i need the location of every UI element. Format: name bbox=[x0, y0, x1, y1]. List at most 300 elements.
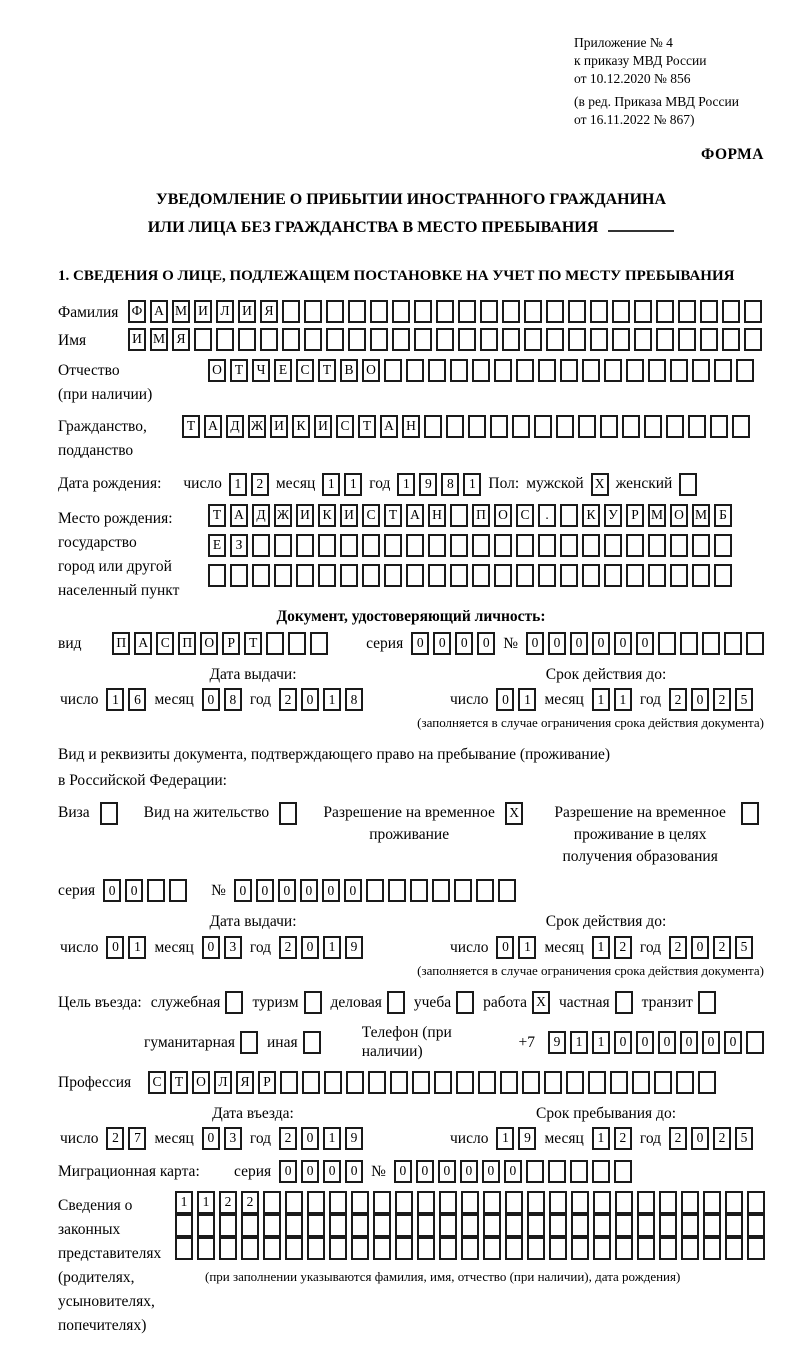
form-cell[interactable]: Т bbox=[318, 359, 336, 382]
form-cell[interactable]: Я bbox=[236, 1071, 254, 1094]
form-cell[interactable]: 2 bbox=[614, 1127, 632, 1150]
form-cell[interactable] bbox=[548, 1160, 566, 1183]
form-cell[interactable] bbox=[175, 1214, 193, 1237]
form-cell[interactable] bbox=[604, 359, 622, 382]
form-cell[interactable] bbox=[670, 359, 688, 382]
form-cell[interactable] bbox=[571, 1214, 589, 1237]
form-cell[interactable] bbox=[208, 564, 226, 587]
form-cell[interactable] bbox=[392, 328, 410, 351]
form-cell[interactable]: 8 bbox=[224, 688, 242, 711]
form-cell[interactable]: 0 bbox=[202, 688, 220, 711]
form-cell[interactable]: 2 bbox=[279, 936, 297, 959]
form-cell[interactable]: О bbox=[192, 1071, 210, 1094]
form-cell[interactable] bbox=[194, 328, 212, 351]
form-cell[interactable] bbox=[147, 879, 165, 902]
form-cell[interactable] bbox=[656, 328, 674, 351]
form-cell[interactable]: 0 bbox=[526, 632, 544, 655]
form-cell[interactable] bbox=[351, 1214, 369, 1237]
form-cell[interactable]: М bbox=[150, 328, 168, 351]
form-cell[interactable]: 8 bbox=[345, 688, 363, 711]
form-cell[interactable]: К bbox=[582, 504, 600, 527]
form-cell[interactable]: 5 bbox=[735, 1127, 753, 1150]
form-cell[interactable] bbox=[502, 328, 520, 351]
form-cell[interactable]: О bbox=[670, 504, 688, 527]
form-cell[interactable]: 9 bbox=[345, 1127, 363, 1150]
form-cell[interactable] bbox=[744, 300, 762, 323]
form-cell[interactable]: 0 bbox=[680, 1031, 698, 1054]
form-cell[interactable] bbox=[480, 328, 498, 351]
form-cell[interactable]: Т bbox=[170, 1071, 188, 1094]
form-cell[interactable] bbox=[588, 1071, 606, 1094]
form-cell[interactable]: О bbox=[362, 359, 380, 382]
form-cell[interactable] bbox=[571, 1237, 589, 1260]
form-cell[interactable]: 0 bbox=[460, 1160, 478, 1183]
form-cell[interactable]: Т bbox=[208, 504, 226, 527]
form-cell[interactable] bbox=[648, 564, 666, 587]
form-cell[interactable] bbox=[505, 1191, 523, 1214]
form-cell[interactable]: И bbox=[270, 415, 288, 438]
form-cell[interactable] bbox=[615, 991, 633, 1014]
form-cell[interactable] bbox=[582, 564, 600, 587]
form-cell[interactable] bbox=[390, 1071, 408, 1094]
form-cell[interactable] bbox=[732, 415, 750, 438]
form-cell[interactable] bbox=[626, 564, 644, 587]
form-cell[interactable] bbox=[252, 534, 270, 557]
form-cell[interactable] bbox=[654, 1071, 672, 1094]
form-cell[interactable] bbox=[417, 1191, 435, 1214]
form-cell[interactable]: 0 bbox=[691, 936, 709, 959]
form-cell[interactable] bbox=[676, 1071, 694, 1094]
form-cell[interactable] bbox=[516, 564, 534, 587]
form-cell[interactable]: О bbox=[208, 359, 226, 382]
form-cell[interactable] bbox=[560, 504, 578, 527]
form-cell[interactable] bbox=[351, 1237, 369, 1260]
form-cell[interactable] bbox=[458, 300, 476, 323]
form-cell[interactable]: Д bbox=[226, 415, 244, 438]
form-cell[interactable]: М bbox=[172, 300, 190, 323]
form-cell[interactable] bbox=[370, 328, 388, 351]
form-cell[interactable] bbox=[346, 1071, 364, 1094]
form-cell[interactable]: 1 bbox=[570, 1031, 588, 1054]
form-cell[interactable] bbox=[461, 1214, 479, 1237]
form-cell[interactable] bbox=[439, 1237, 457, 1260]
form-cell[interactable] bbox=[263, 1237, 281, 1260]
form-cell[interactable] bbox=[373, 1237, 391, 1260]
form-cell[interactable] bbox=[604, 534, 622, 557]
form-cell[interactable] bbox=[307, 1214, 325, 1237]
form-cell[interactable]: 0 bbox=[256, 879, 274, 902]
form-cell[interactable] bbox=[197, 1237, 215, 1260]
form-cell[interactable]: 1 bbox=[614, 688, 632, 711]
form-cell[interactable] bbox=[219, 1237, 237, 1260]
form-cell[interactable] bbox=[384, 534, 402, 557]
form-cell[interactable]: 1 bbox=[323, 936, 341, 959]
form-cell[interactable]: 0 bbox=[438, 1160, 456, 1183]
form-cell[interactable]: И bbox=[194, 300, 212, 323]
form-cell[interactable] bbox=[450, 359, 468, 382]
form-cell[interactable] bbox=[698, 1071, 716, 1094]
form-cell[interactable] bbox=[678, 300, 696, 323]
form-cell[interactable]: 1 bbox=[592, 1127, 610, 1150]
form-cell[interactable] bbox=[266, 632, 284, 655]
form-cell[interactable]: Л bbox=[216, 300, 234, 323]
form-cell[interactable] bbox=[590, 328, 608, 351]
form-cell[interactable]: 1 bbox=[397, 473, 415, 496]
form-cell[interactable]: . bbox=[538, 504, 556, 527]
form-cell[interactable]: К bbox=[292, 415, 310, 438]
form-cell[interactable] bbox=[468, 415, 486, 438]
form-cell[interactable] bbox=[615, 1191, 633, 1214]
form-cell[interactable] bbox=[556, 415, 574, 438]
form-cell[interactable] bbox=[724, 632, 742, 655]
form-cell[interactable] bbox=[560, 564, 578, 587]
form-cell[interactable] bbox=[216, 328, 234, 351]
form-cell[interactable]: С bbox=[516, 504, 534, 527]
form-cell[interactable] bbox=[461, 1237, 479, 1260]
form-cell[interactable] bbox=[670, 534, 688, 557]
form-cell[interactable] bbox=[637, 1191, 655, 1214]
form-cell[interactable]: 2 bbox=[219, 1191, 237, 1214]
form-cell[interactable] bbox=[387, 991, 405, 1014]
form-cell[interactable]: 0 bbox=[477, 632, 495, 655]
form-cell[interactable]: 0 bbox=[301, 1160, 319, 1183]
form-cell[interactable] bbox=[659, 1191, 677, 1214]
form-cell[interactable] bbox=[280, 1071, 298, 1094]
form-cell[interactable]: И bbox=[314, 415, 332, 438]
form-cell[interactable] bbox=[634, 328, 652, 351]
form-cell[interactable]: 1 bbox=[592, 1031, 610, 1054]
form-cell[interactable] bbox=[279, 802, 297, 825]
form-cell[interactable]: 2 bbox=[669, 936, 687, 959]
form-cell[interactable]: 1 bbox=[463, 473, 481, 496]
form-cell[interactable]: Ч bbox=[252, 359, 270, 382]
form-cell[interactable] bbox=[406, 359, 424, 382]
form-cell[interactable] bbox=[610, 1071, 628, 1094]
form-cell[interactable] bbox=[741, 802, 759, 825]
form-cell[interactable] bbox=[318, 534, 336, 557]
form-cell[interactable]: 0 bbox=[301, 936, 319, 959]
form-cell[interactable] bbox=[476, 879, 494, 902]
form-cell[interactable]: И bbox=[340, 504, 358, 527]
form-cell[interactable] bbox=[238, 328, 256, 351]
form-cell[interactable]: 1 bbox=[344, 473, 362, 496]
form-cell[interactable]: 0 bbox=[724, 1031, 742, 1054]
form-cell[interactable]: 0 bbox=[106, 936, 124, 959]
form-cell[interactable] bbox=[725, 1191, 743, 1214]
form-cell[interactable]: Я bbox=[260, 300, 278, 323]
form-cell[interactable] bbox=[100, 802, 118, 825]
form-cell[interactable]: 1 bbox=[229, 473, 247, 496]
form-cell[interactable] bbox=[512, 415, 530, 438]
form-cell[interactable]: Ж bbox=[248, 415, 266, 438]
form-cell[interactable] bbox=[744, 328, 762, 351]
form-cell[interactable] bbox=[612, 300, 630, 323]
form-cell[interactable] bbox=[747, 1214, 765, 1237]
form-cell[interactable] bbox=[395, 1237, 413, 1260]
form-cell[interactable] bbox=[318, 564, 336, 587]
form-cell[interactable] bbox=[722, 328, 740, 351]
form-cell[interactable]: 2 bbox=[241, 1191, 259, 1214]
form-cell[interactable]: 0 bbox=[636, 632, 654, 655]
form-cell[interactable]: И bbox=[238, 300, 256, 323]
form-cell[interactable]: Т bbox=[230, 359, 248, 382]
form-cell[interactable] bbox=[348, 328, 366, 351]
form-cell[interactable] bbox=[746, 1031, 764, 1054]
form-cell[interactable]: 2 bbox=[279, 688, 297, 711]
form-cell[interactable] bbox=[544, 1071, 562, 1094]
form-cell[interactable] bbox=[304, 328, 322, 351]
form-cell[interactable] bbox=[680, 632, 698, 655]
form-cell[interactable] bbox=[406, 564, 424, 587]
form-cell[interactable] bbox=[626, 359, 644, 382]
form-cell[interactable] bbox=[428, 359, 446, 382]
form-cell[interactable] bbox=[498, 879, 516, 902]
form-cell[interactable] bbox=[417, 1237, 435, 1260]
form-cell[interactable] bbox=[615, 1214, 633, 1237]
form-cell[interactable] bbox=[472, 359, 490, 382]
form-cell[interactable] bbox=[632, 1071, 650, 1094]
form-cell[interactable]: Е bbox=[274, 359, 292, 382]
form-cell[interactable]: 0 bbox=[103, 879, 121, 902]
form-cell[interactable]: 0 bbox=[570, 632, 588, 655]
form-cell[interactable] bbox=[505, 1214, 523, 1237]
form-cell[interactable]: 8 bbox=[441, 473, 459, 496]
form-cell[interactable] bbox=[263, 1214, 281, 1237]
form-cell[interactable]: 0 bbox=[614, 632, 632, 655]
form-cell[interactable]: А bbox=[406, 504, 424, 527]
form-cell[interactable] bbox=[626, 534, 644, 557]
form-cell[interactable]: Л bbox=[214, 1071, 232, 1094]
form-cell[interactable] bbox=[612, 328, 630, 351]
form-cell[interactable] bbox=[483, 1191, 501, 1214]
form-cell[interactable]: 0 bbox=[658, 1031, 676, 1054]
form-cell[interactable] bbox=[392, 300, 410, 323]
form-cell[interactable]: Т bbox=[358, 415, 376, 438]
form-cell[interactable] bbox=[370, 300, 388, 323]
form-cell[interactable]: 2 bbox=[669, 1127, 687, 1150]
form-cell[interactable] bbox=[450, 564, 468, 587]
form-cell[interactable] bbox=[714, 564, 732, 587]
form-cell[interactable] bbox=[502, 300, 520, 323]
form-cell[interactable]: 5 bbox=[735, 936, 753, 959]
form-cell[interactable] bbox=[494, 359, 512, 382]
form-cell[interactable]: Б bbox=[714, 504, 732, 527]
form-cell[interactable] bbox=[747, 1237, 765, 1260]
form-cell[interactable]: 1 bbox=[323, 688, 341, 711]
form-cell[interactable] bbox=[700, 300, 718, 323]
form-cell[interactable]: В bbox=[340, 359, 358, 382]
form-cell[interactable]: У bbox=[604, 504, 622, 527]
form-cell[interactable] bbox=[230, 564, 248, 587]
form-cell[interactable] bbox=[747, 1191, 765, 1214]
form-cell[interactable] bbox=[456, 991, 474, 1014]
form-cell[interactable]: О bbox=[494, 504, 512, 527]
form-cell[interactable]: 2 bbox=[251, 473, 269, 496]
form-cell[interactable]: 0 bbox=[433, 632, 451, 655]
form-cell[interactable] bbox=[679, 473, 697, 496]
form-cell[interactable] bbox=[428, 534, 446, 557]
form-cell[interactable]: 1 bbox=[106, 688, 124, 711]
form-cell[interactable] bbox=[480, 300, 498, 323]
form-cell[interactable]: 2 bbox=[713, 688, 731, 711]
form-cell[interactable]: 6 bbox=[128, 688, 146, 711]
form-cell[interactable] bbox=[340, 564, 358, 587]
form-cell[interactable]: 1 bbox=[197, 1191, 215, 1214]
form-cell[interactable] bbox=[524, 300, 542, 323]
form-cell[interactable] bbox=[303, 1031, 321, 1054]
form-cell[interactable] bbox=[714, 534, 732, 557]
form-cell[interactable] bbox=[456, 1071, 474, 1094]
form-cell[interactable] bbox=[566, 1071, 584, 1094]
form-cell[interactable]: 0 bbox=[614, 1031, 632, 1054]
form-cell[interactable]: П bbox=[112, 632, 130, 655]
form-cell[interactable] bbox=[329, 1214, 347, 1237]
form-cell[interactable] bbox=[450, 534, 468, 557]
form-cell[interactable]: А bbox=[134, 632, 152, 655]
form-cell[interactable]: 5 bbox=[735, 688, 753, 711]
form-cell[interactable]: 0 bbox=[504, 1160, 522, 1183]
form-cell[interactable]: 0 bbox=[496, 936, 514, 959]
form-cell[interactable]: 0 bbox=[301, 1127, 319, 1150]
form-cell[interactable]: З bbox=[230, 534, 248, 557]
form-cell[interactable]: Т bbox=[182, 415, 200, 438]
form-cell[interactable] bbox=[549, 1237, 567, 1260]
form-cell[interactable] bbox=[538, 564, 556, 587]
form-cell[interactable] bbox=[692, 564, 710, 587]
form-cell[interactable] bbox=[590, 300, 608, 323]
form-cell[interactable]: М bbox=[648, 504, 666, 527]
form-cell[interactable]: 0 bbox=[322, 879, 340, 902]
form-cell[interactable] bbox=[648, 534, 666, 557]
form-cell[interactable]: 1 bbox=[175, 1191, 193, 1214]
form-cell[interactable] bbox=[714, 359, 732, 382]
form-cell[interactable] bbox=[417, 1214, 435, 1237]
form-cell[interactable] bbox=[219, 1214, 237, 1237]
form-cell[interactable] bbox=[197, 1214, 215, 1237]
form-cell[interactable]: Т bbox=[244, 632, 262, 655]
form-cell[interactable]: 2 bbox=[614, 936, 632, 959]
form-cell[interactable]: 9 bbox=[518, 1127, 536, 1150]
form-cell[interactable]: 1 bbox=[592, 936, 610, 959]
form-cell[interactable] bbox=[368, 1071, 386, 1094]
form-cell[interactable] bbox=[458, 328, 476, 351]
form-cell[interactable] bbox=[307, 1237, 325, 1260]
form-cell[interactable] bbox=[483, 1237, 501, 1260]
form-cell[interactable]: 1 bbox=[323, 1127, 341, 1150]
form-cell[interactable]: О bbox=[200, 632, 218, 655]
form-cell[interactable] bbox=[703, 1237, 721, 1260]
form-cell[interactable]: 0 bbox=[323, 1160, 341, 1183]
form-cell[interactable] bbox=[688, 415, 706, 438]
form-cell[interactable] bbox=[568, 300, 586, 323]
form-cell[interactable] bbox=[568, 328, 586, 351]
form-cell[interactable] bbox=[436, 300, 454, 323]
form-cell[interactable] bbox=[395, 1214, 413, 1237]
form-cell[interactable]: 0 bbox=[394, 1160, 412, 1183]
form-cell[interactable] bbox=[578, 415, 596, 438]
form-cell[interactable] bbox=[600, 415, 618, 438]
form-cell[interactable]: П bbox=[178, 632, 196, 655]
form-cell[interactable] bbox=[446, 415, 464, 438]
form-cell[interactable] bbox=[702, 632, 720, 655]
form-cell[interactable]: 2 bbox=[669, 688, 687, 711]
form-cell[interactable] bbox=[593, 1214, 611, 1237]
form-cell[interactable] bbox=[410, 879, 428, 902]
form-cell[interactable]: 1 bbox=[592, 688, 610, 711]
form-cell[interactable] bbox=[326, 300, 344, 323]
form-cell[interactable] bbox=[725, 1237, 743, 1260]
form-cell[interactable] bbox=[414, 328, 432, 351]
form-cell[interactable] bbox=[622, 415, 640, 438]
form-cell[interactable] bbox=[666, 415, 684, 438]
form-cell[interactable] bbox=[304, 300, 322, 323]
form-cell[interactable] bbox=[505, 1237, 523, 1260]
form-cell[interactable] bbox=[494, 534, 512, 557]
form-cell[interactable] bbox=[582, 359, 600, 382]
form-cell[interactable] bbox=[373, 1191, 391, 1214]
form-cell[interactable]: 1 bbox=[518, 688, 536, 711]
form-cell[interactable]: X bbox=[591, 473, 609, 496]
form-cell[interactable] bbox=[703, 1191, 721, 1214]
form-cell[interactable] bbox=[432, 879, 450, 902]
form-cell[interactable] bbox=[692, 534, 710, 557]
form-cell[interactable] bbox=[524, 328, 542, 351]
form-cell[interactable]: 0 bbox=[278, 879, 296, 902]
form-cell[interactable] bbox=[450, 504, 468, 527]
form-cell[interactable] bbox=[434, 1071, 452, 1094]
form-cell[interactable] bbox=[634, 300, 652, 323]
form-cell[interactable]: Д bbox=[252, 504, 270, 527]
form-cell[interactable] bbox=[282, 300, 300, 323]
form-cell[interactable] bbox=[648, 359, 666, 382]
form-cell[interactable] bbox=[483, 1214, 501, 1237]
form-cell[interactable] bbox=[722, 300, 740, 323]
form-cell[interactable] bbox=[424, 415, 442, 438]
form-cell[interactable]: Т bbox=[384, 504, 402, 527]
form-cell[interactable] bbox=[461, 1191, 479, 1214]
form-cell[interactable] bbox=[527, 1237, 545, 1260]
form-cell[interactable] bbox=[570, 1160, 588, 1183]
form-cell[interactable]: 0 bbox=[300, 879, 318, 902]
form-cell[interactable] bbox=[439, 1214, 457, 1237]
form-cell[interactable] bbox=[516, 359, 534, 382]
form-cell[interactable]: 0 bbox=[416, 1160, 434, 1183]
form-cell[interactable] bbox=[593, 1237, 611, 1260]
form-cell[interactable] bbox=[282, 328, 300, 351]
form-cell[interactable]: Р bbox=[258, 1071, 276, 1094]
form-cell[interactable] bbox=[746, 632, 764, 655]
form-cell[interactable] bbox=[522, 1071, 540, 1094]
form-cell[interactable]: 3 bbox=[224, 936, 242, 959]
form-cell[interactable] bbox=[526, 1160, 544, 1183]
form-cell[interactable]: 0 bbox=[592, 632, 610, 655]
form-cell[interactable]: X bbox=[532, 991, 550, 1014]
form-cell[interactable]: 9 bbox=[548, 1031, 566, 1054]
form-cell[interactable] bbox=[324, 1071, 342, 1094]
form-cell[interactable]: А bbox=[230, 504, 248, 527]
form-cell[interactable] bbox=[644, 415, 662, 438]
form-cell[interactable] bbox=[500, 1071, 518, 1094]
form-cell[interactable] bbox=[241, 1214, 259, 1237]
form-cell[interactable]: А bbox=[150, 300, 168, 323]
form-cell[interactable] bbox=[225, 991, 243, 1014]
form-cell[interactable] bbox=[285, 1237, 303, 1260]
form-cell[interactable]: Н bbox=[402, 415, 420, 438]
form-cell[interactable] bbox=[560, 534, 578, 557]
form-cell[interactable] bbox=[362, 534, 380, 557]
form-cell[interactable] bbox=[534, 415, 552, 438]
form-cell[interactable]: Н bbox=[428, 504, 446, 527]
